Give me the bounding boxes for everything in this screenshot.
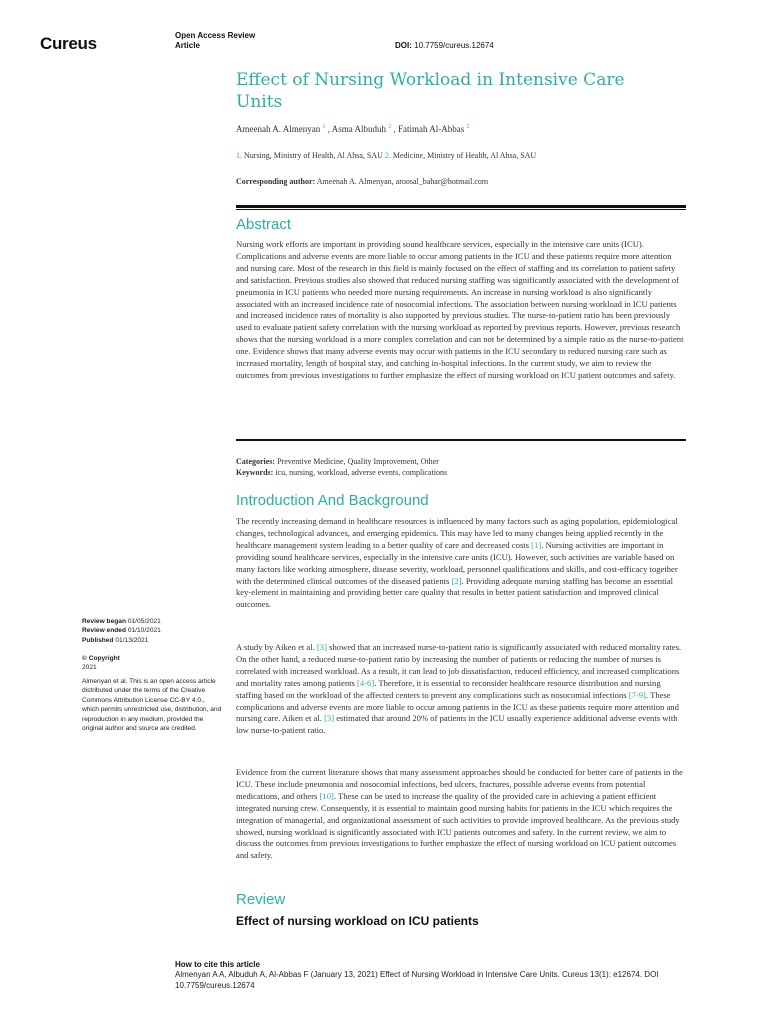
intro-paragraph-2: A study by Aiken et al. [3] showed that an increased nurse-to-patient ratio is significantly associated with reduced mortality rates. On the other hand, a reduced nurse-to-patient ratio by increasing the number of patients or reducing the number of nurses is correlated with increased workload. As a result, it can lead to job dissatisfaction, reduced efficiency, and increased complications and mortality rates among patients [4-6]. Therefore, it is essential to reconsider healthcare resource distribution and nursing staffing based on the workload of the affected centers to prevent any complications such as nosocomial infections [7-9]. These complications and adverse events are more liable to occur among patients in the ICU as these patients require more attention and nursing care. Aiken et al. [3] estimated that around 20% of patients in the ICU usually experience additional adverse events with low nurse-to-patient ratio. — [236, 642, 682, 736]
corresponding-author — [236, 177, 488, 186]
license-text: Almenyan et al. This is an open access article distributed under the terms of the Creative Commons Attribution License CC-BY 4.0., which permits unrestricted use, distribution, and reproduction in any medium, provided the original author and source are credited. — [82, 678, 222, 733]
review-began-date: 01/05/2021 — [127, 618, 161, 625]
author-affil-sup[interactable]: 2 — [388, 124, 392, 130]
categories-keywords — [236, 456, 447, 478]
keywords-text: icu, nursing, workload, adverse events, complications — [275, 468, 448, 477]
journal-logo: Cureus — [40, 34, 97, 53]
categories-text: Preventive Medicine, Quality Improvement, Other — [277, 457, 439, 466]
abstract-rule-bottom — [236, 439, 686, 441]
affil-text: Medicine, Ministry of Health, Al Ahsa, SAU — [392, 151, 537, 160]
intro-paragraph-3: Evidence from the current literature shows that many assessment approaches should be conducted for better care of patients in the ICU. These include pneumonia and nosocomial infections, bed ulcers, fractures, possible adverse events from potential medications, and others [10]. These can be used to increase the quality of the provided care in achieving a patient efficient integrated nursing crew. Consequently, it is essential to maintain good nursing habits for patients in the ICU which requires the integration of managerial, and organizational assessment of such activities to provide improved healthcare. As the previous study showed, nursing workload is significantly associated with ICU patients outcomes and safety. In the current review, we aim to discuss the outcomes from previous investigations to further emphasize the effect of nursing workload on ICU patient outcomes and safety. — [236, 767, 683, 861]
categories-label: Categories: — [236, 457, 276, 466]
copyright-label: © Copyright — [82, 655, 120, 662]
doi-label: DOI: — [395, 41, 412, 50]
reference-link[interactable]: [10] — [319, 790, 334, 801]
abstract-heading: Abstract — [236, 216, 292, 233]
author-list: Ameenah A. Almenyan $^1$ , Asma Albuduh $^2$ , Fatimah Al-Abbas $^2$ — [236, 124, 470, 134]
keywords-label: Keywords: — [236, 468, 274, 477]
author-affil-sup[interactable]: 1 — [322, 124, 326, 130]
review-subheading: Effect of nursing workload on ICU patients — [236, 914, 479, 928]
reference-link[interactable]: [3] — [324, 713, 335, 724]
review-ended — [82, 626, 161, 635]
reference-link[interactable]: [7-9] — [628, 689, 646, 700]
review-ended-label: Review ended — [82, 627, 126, 635]
author-name[interactable]: Fatimah Al-Abbas — [398, 124, 465, 134]
published-date: 01/13/2021 — [115, 636, 149, 644]
reference-link[interactable]: [3] — [316, 642, 327, 652]
abstract-text: Nursing work efforts are important in providing sound healthcare services, especially in the intensive care units (ICU). Complications and adverse events are more liable to occur among patients in the ICU and these patients require more attention and nursing care. Most of the research in this field is mainly focused on the effect of staffing and its correlation to patient safety and satisfaction. Previous studies also showed that reduced nursing staffing was significantly associated with the development of pneumonia in ICU patients who needed more nursing requirements. An increase in nursing workload is also significantly associated with an increased incidence rate of nosocomial infections. The association between nursing workload in ICU patients and increased incidence rates of mortality is also supported by previous studies. The nurse-to-patient ratio has been previously used to evaluate patient safety correlation with the nursing workload as reported by previous reports. However, previous research shows that the nursing workload is a more complex correlation and can not be determined by a simple ratio as the nurse-to-patient one. Evidence shows that many adverse events may occur with patients in the ICU secondary to reduced nursing care such as increased mortality, length of hospital stay, and catching in-hospital infections. In the current study, we aim to review the outcomes from previous investigations to further emphasize the effect of nursing workload on ICU patient outcomes and safety. — [236, 239, 684, 380]
doi — [395, 41, 494, 50]
review-dates — [82, 617, 161, 645]
citation-heading: How to cite this article — [175, 960, 260, 969]
affiliations — [236, 151, 536, 160]
review-began — [82, 617, 161, 626]
author-name[interactable]: Ameenah A. Almenyan — [236, 124, 321, 134]
author-affil-sup[interactable]: 2 — [466, 124, 470, 130]
intro-heading: Introduction And Background — [236, 492, 429, 509]
keywords-line — [236, 467, 447, 478]
published — [82, 636, 161, 645]
article-type-line1: Open Access Review — [175, 31, 256, 40]
copyright-year: 2021 — [82, 664, 97, 672]
doi-value[interactable]: 10.7759/cureus.12674 — [414, 41, 494, 50]
reference-link[interactable]: [1] — [531, 539, 542, 550]
author-name[interactable]: Asma Albuduh — [331, 124, 387, 134]
citation-text: Almenyan A A, Albuduh A, Al-Abbas F (January 13, 2021) Effect of Nursing Workload in Intensive Care Units. Cureus 13(1): e12674. DOI 10.7759/cureus.12674 — [175, 970, 659, 990]
abstract-rule-top — [236, 205, 686, 208]
review-ended-date: 01/10/2021 — [127, 627, 161, 635]
corresponding-label: Corresponding author: — [236, 177, 316, 186]
intro-paragraph-1: The recently increasing demand in healthcare resources is influenced by many factors such as aging population, epidemiological changes, technological advances, and emerging epidemics. This may have led to many changes being applied recently in the healthcare management system leading to a better quality of care and decreased costs [1]. Nursing activities are important in providing sound healthcare services, especially in the intensive care units (ICU). However, such activities are variable based on many factors like working atmosphere, disease severity, workload, personnel qualifications and skills, and cost-efficacy together with the determined clinical outcomes of the diseased patients [2]. Providing adequate nursing staffing has become an essential key-element in maintaining and providing better care quality that results in better patient satisfaction and improved clinical outcomes. — [236, 516, 678, 610]
review-heading: Review — [236, 891, 286, 908]
affil-number: 2. — [384, 151, 391, 160]
corresponding-text[interactable]: Ameenah A. Almenyan, aroosal_bahar@hotmail.com — [316, 177, 489, 186]
affil-text: Nursing, Ministry of Health, Al Ahsa, SAU — [244, 151, 383, 160]
article-title: Effect of Nursing Workload in Intensive Care Units — [236, 70, 625, 112]
affil-number: 1. — [236, 151, 242, 160]
reference-link[interactable]: [4-6] — [357, 677, 375, 688]
article-type-line2: Article — [175, 41, 200, 50]
reference-link[interactable]: [2] — [451, 575, 462, 586]
article-type — [175, 31, 255, 51]
published-label: Published — [82, 636, 114, 644]
copyright — [82, 654, 120, 673]
categories-line — [236, 456, 447, 467]
review-began-label: Review began — [82, 618, 126, 625]
abstract-rule-top-thin — [236, 209, 686, 210]
